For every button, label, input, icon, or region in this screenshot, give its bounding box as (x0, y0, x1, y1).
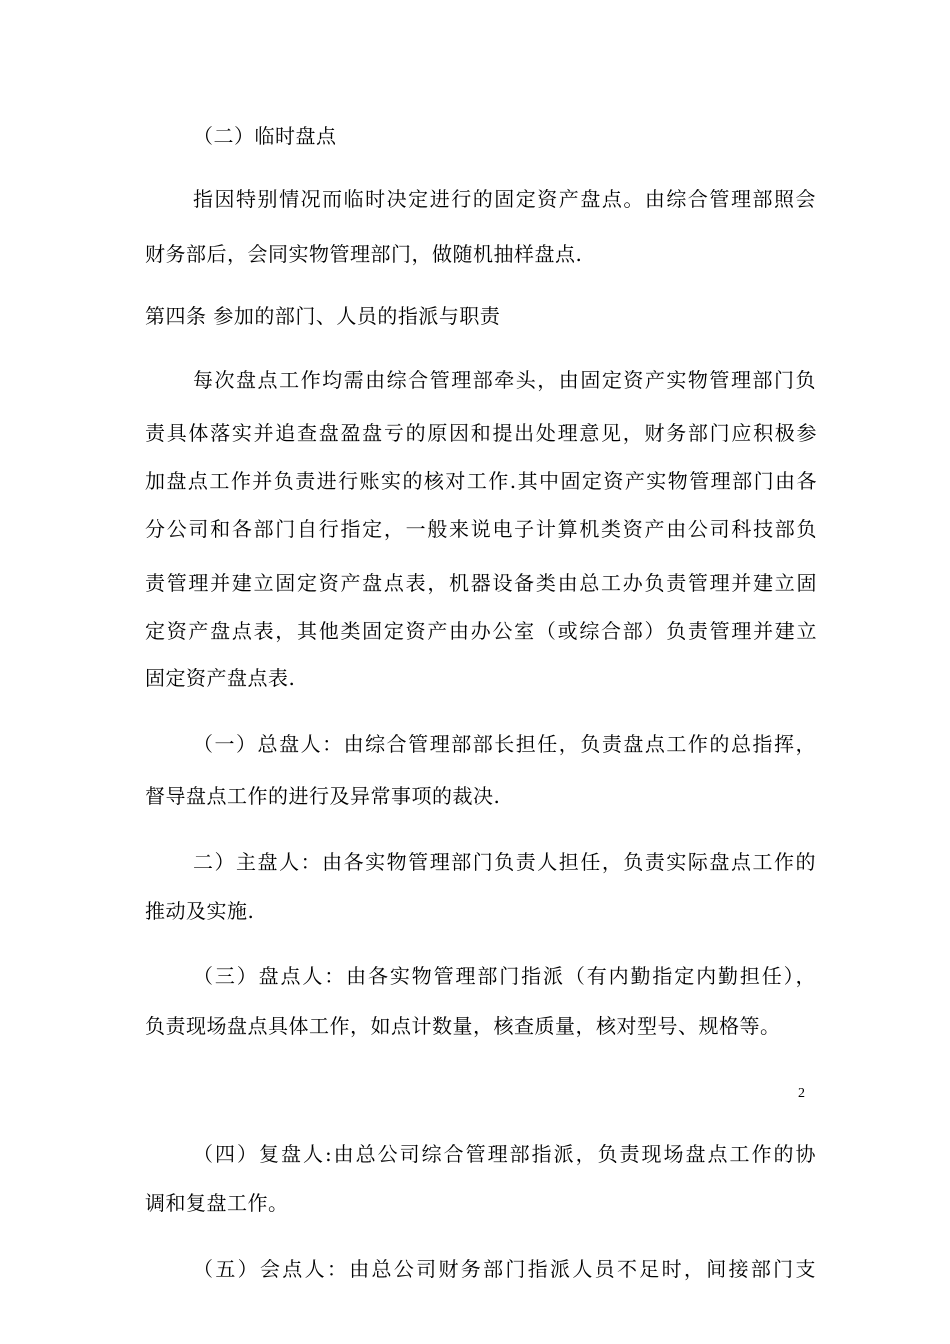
paragraph-line: 每次盘点工作均需由综合管理部牵头，由固定资产实物管理部门负 (193, 368, 816, 392)
page-number: 2 (798, 1086, 805, 1101)
paragraph-line: 责管理并建立固定资产盘点表，机器设备类由总工办负责管理并建立固 (145, 571, 817, 595)
paragraph-line: 责具体落实并追查盘盈盘亏的原因和提出处理意见，财务部门应积极参 (145, 421, 817, 445)
list-item-counter-cont: 负责现场盘点具体工作，如点计数量，核查质量，核对型号、规格等。 (145, 1014, 781, 1038)
list-item-recounter: （四）复盘人:由总公司综合管理部指派，负责现场盘点工作的协 (193, 1142, 816, 1166)
paragraph-line: 固定资产盘点表. (145, 666, 296, 690)
list-item-main-counter-cont: 推动及实施. (145, 899, 255, 923)
paragraph-line: 指因特别情况而临时决定进行的固定资产盘点。由综合管理部照会 (193, 187, 816, 211)
paragraph-line: 定资产盘点表，其他类固定资产由办公室（或综合部）负责管理并建立 (145, 619, 817, 643)
list-item-joint-counter: （五）会点人：由总公司财务部门指派人员不足时，间接部门支 (193, 1257, 816, 1281)
section-heading-temporary-inventory: （二）临时盘点 (193, 124, 337, 148)
list-item-counter: （三）盘点人：由各实物管理部门指派（有内勤指定内勤担任）， (193, 964, 816, 988)
paragraph-line: 财务部后，会同实物管理部门，做随机抽样盘点. (145, 242, 583, 266)
list-item-chief-counter-cont: 督导盘点工作的进行及异常事项的裁决. (145, 784, 501, 808)
list-item-recounter-cont: 调和复盘工作。 (145, 1191, 289, 1215)
article-title: 第四条 参加的部门、人员的指派与职责 (145, 304, 501, 328)
list-item-chief-counter: （一）总盘人：由综合管理部部长担任，负责盘点工作的总指挥， (193, 732, 816, 756)
paragraph-line: 分公司和各部门自行指定，一般来说电子计算机类资产由公司科技部负 (145, 517, 817, 541)
paragraph-line: 加盘点工作并负责进行账实的核对工作.其中固定资产实物管理部门由各 (145, 469, 817, 493)
list-item-main-counter: 二）主盘人：由各实物管理部门负责人担任，负责实际盘点工作的 (193, 850, 816, 874)
